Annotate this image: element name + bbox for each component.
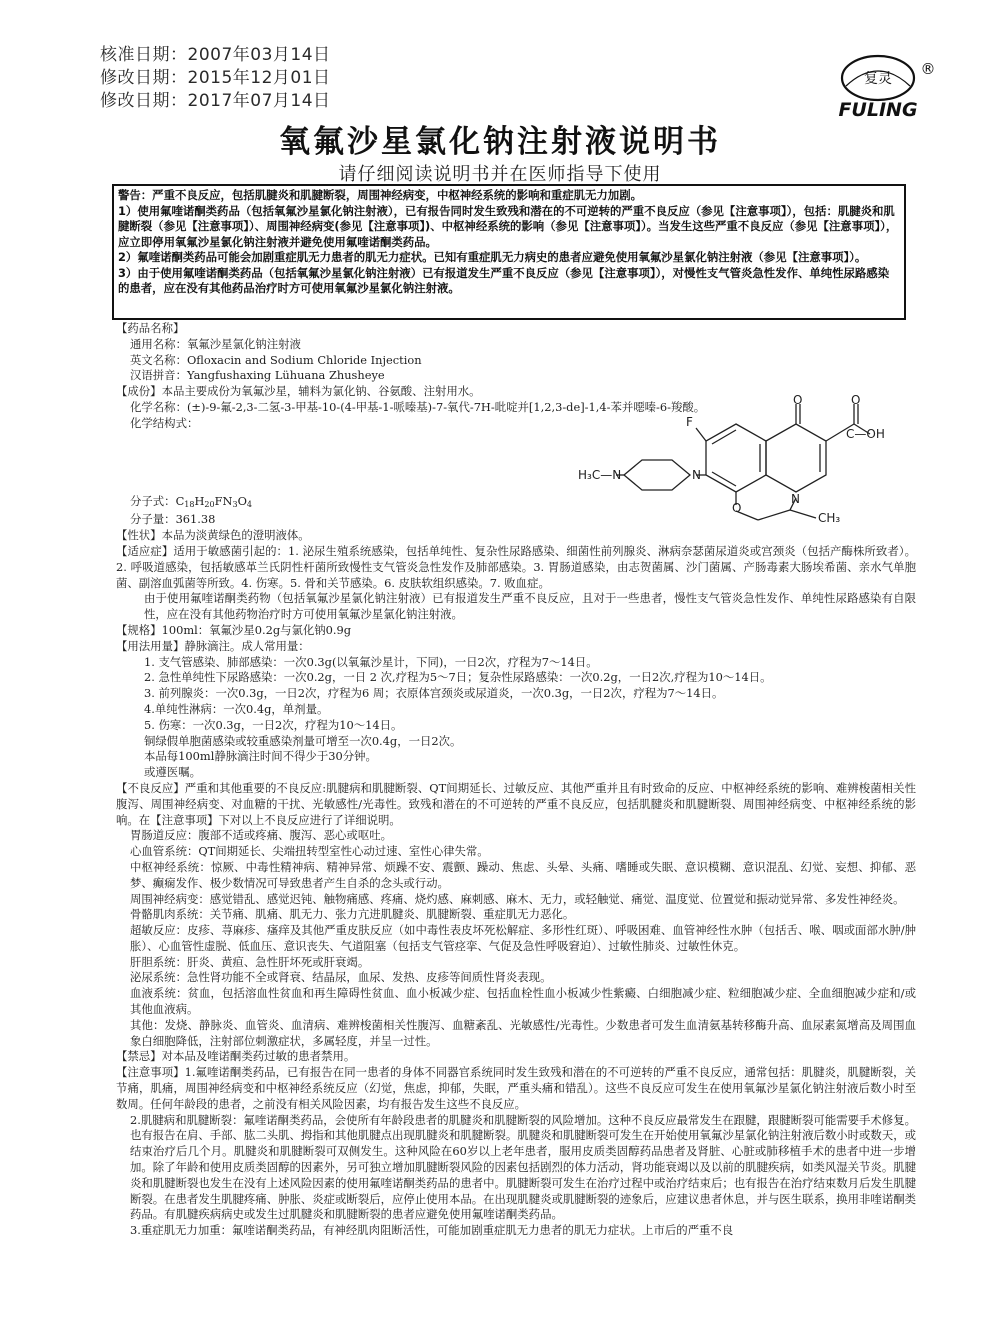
precaution-item: 3.重症肌无力加重：氟喹诺酮类药品，有神经肌肉阻断活性，可能加剧重症肌无力患者的肌无力症状。上市后的严重不良 xyxy=(130,1223,734,1238)
generic-name: 通用名称：氧氟沙星氯化钠注射液 xyxy=(130,336,301,351)
molecular-formula: 分子式：C18H20FN3O4 xyxy=(130,493,253,509)
adverse-system: 肝胆系统：肝炎、黄疸、急性肝坏死或肝衰竭。 xyxy=(130,954,370,969)
logo-chinese: 复灵 xyxy=(864,71,892,87)
structure-label: 化学结构式： xyxy=(130,415,199,430)
atom-acid-o: O xyxy=(851,392,861,407)
piperazine-ring xyxy=(624,460,690,490)
atom-ch3: CH₃ xyxy=(818,510,841,525)
section-properties-heading: 【性状】 xyxy=(116,528,162,543)
benzene-ring xyxy=(706,424,766,492)
adverse-system: 周围神经病变：感觉错乱、感觉迟钝、触物痛感、疼痛、烧灼感、麻刺感、麻木、无力，或轻触觉、痛觉、温度觉、位置觉和振动觉异常、多发性神经炎。 xyxy=(130,891,905,906)
adverse-system: 骨骼肌肉系统：关节痛、肌痛、肌无力、张力亢进肌腱炎、肌腱断裂、重症肌无力恶化。 xyxy=(130,907,575,922)
molecular-weight: 分子量：361.38 xyxy=(130,512,216,527)
precaution-item: 2.肌腱病和肌腱断裂：氟喹诺酮类药品，会使所有年龄段患者的肌腱炎和肌腱断裂的风险增加。这种不良反应最常发生在跟腱，跟腱断裂可能需要手术修复。也有报告在肩、手部、肱二头肌、拇指和其他肌腱点出现肌腱炎和肌腱断裂。肌腱炎和肌腱断裂可发生在开始使用氧氟沙星氯化钠注射液后数小时或数天，或结束治疗后几个月。肌腱炎和肌腱断裂可双侧发生。这种风险在60岁以上老年患者，服用皮质类固醇药品患者及肾脏、心脏或肺移植手术的患者中进一步增加。除了年龄和使用皮质类固醇的因素外，另可独立增加肌腱断裂风险的因素包括剧烈的体力活动，肾功能衰竭以及以前的肌腱疾病，如类风湿关节炎。肌腱炎和肌腱断裂也发生在没有上述风险因素的使用氟喹诺酮类药品的患者中。肌腱断裂可发生在治疗过程中或治疗结束后；也有报告在治疗结束数月后发生肌腱断裂。在患者发生肌腱疼痛、肿胀、炎症或断裂后，应停止使用本品。在出现肌腱炎或肌腱断裂的迹象后，应建议患者休息，并与医生联系，换用非喹诺酮类药品。有肌腱疾病病史或发生过肌腱炎和肌腱断裂的患者应避免使用氟喹诺酮类药品。 xyxy=(130,1112,916,1222)
contraindications-line: 【禁忌】对本品及喹诺酮类药过敏的患者禁用。 xyxy=(116,1049,356,1064)
dosage-item: 3. 前列腺炎：一次0.3g，一日2次，疗程为6 周；衣原体宫颈炎或尿道炎，一次0.3g，一日2次，疗程为7～14日。 xyxy=(144,686,724,701)
logo-brand: FULING xyxy=(838,99,918,121)
precaution-item: 1.氟喹诺酮类药品，已有报告在同一患者的身体不同器官系统同时发生致残和潜在的不可逆转的严重不良反应，通常包括：肌腱炎，肌腱断裂，关节痛，肌痛，周围神经病变和中枢神经系统反应（幻觉，焦虑，抑郁，失眠，严重头痛和错乱）。这些不良反应可发生在使用氧氟沙星氯化钠注射液后数小时至数周。任何年龄段的患者，之前没有相关风险因素，均有报告发生这些不良反应。 xyxy=(116,1065,916,1111)
atom-ring-n: N xyxy=(791,491,800,506)
precautions-block xyxy=(116,1065,916,1239)
specification-line: 【规格】100ml：氧氟沙星0.2g与氯化钠0.9g xyxy=(116,622,352,637)
dosage-item: 本品每100ml静脉滴注时间不得少于30分钟。 xyxy=(144,749,377,764)
indications-block xyxy=(116,544,916,623)
english-name: 英文名称：Ofloxacin and Sodium Chloride Injection xyxy=(130,352,422,367)
atom-methyl-n: H₃C—N xyxy=(578,467,622,482)
warning-heading: 警告：严重不良反应，包括肌腱炎和肌腱断裂，周围神经病变，中枢神经系统的影响和重症肌无力加剧。 xyxy=(118,188,642,202)
dosage-item: 2. 急性单纯性下尿路感染：一次0.2g，一日 2 次,疗程为5～7日；复杂性尿路感染：一次0.2g，一日2次,疗程为10～14日。 xyxy=(144,670,772,685)
adverse-system: 中枢神经系统：惊厥、中毒性精神病、精神异常、烦躁不安、震颤、躁动、焦虑、头晕、头痛、嗜睡或失眠、意识模糊、意识混乱、幻觉、妄想、抑郁、恶梦、癫痫发作、极少数情况可导致患者产生自杀的念头或行动。 xyxy=(130,859,916,890)
adverse-system: 超敏反应：皮疹、荨麻疹、瘙痒及其他严重皮肤反应（如中毒性表皮坏死松解症、多形性红斑）、呼吸困难、血管神经性水肿（包括舌、喉、咽或面部水肿/肿胀）、心血管性虚脱、低血压、意识丧失、气道阻塞（包括支气管痉挛、气促及急性呼吸窘迫）、过敏性肺炎、过敏性休克。 xyxy=(130,923,916,953)
section-precautions-heading: 【注意事项】 xyxy=(116,1065,185,1080)
leaflet-body xyxy=(116,321,916,1239)
atom-fluorine: F xyxy=(686,414,693,429)
dosage-line: 【用法用量】静脉滴注。成人常用量： xyxy=(116,638,310,653)
pyridone-ring xyxy=(766,424,826,492)
adverse-system: 心血管系统：QT间期延长、尖端扭转型室性心动过速、室性心律失常。 xyxy=(130,844,489,859)
document-subtitle: 请仔细阅读说明书并在医师指导下使用 xyxy=(338,164,662,185)
adverse-block xyxy=(116,781,916,1050)
section-drug-name-heading: 【药品名称】 xyxy=(116,321,185,335)
section-composition-heading: 【成份】 xyxy=(116,384,162,399)
dosage-item: 1. 支气管感染、肺部感染：一次0.3g(以氧氟沙星计，下同)，一日2次，疗程为7～14日。 xyxy=(144,654,598,669)
atom-ring-o: O xyxy=(732,500,742,515)
warning-item: 1）使用氟喹诺酮类药品（包括氧氟沙星氯化钠注射液），已有报告同时发生致残和潜在的不可逆转的严重不良反应（参见【注意事项】），包括：肌腱炎和肌腱断裂（参见【注意事项】）、周围神经病变(参见【注意事项】)、中枢神经系统的影响（参见【注意事项】）。当发生这些严重不良反应（参见【注意事项】），应立即停用氧氟沙星氯化钠注射液并避免使用氟喹诺酮类药品。 xyxy=(118,203,898,249)
section-specification-heading: 【规格】 xyxy=(116,622,162,637)
warning-item: 2）氟喹诺酮类药品可能会加剧重症肌无力患者的肌无力症状。已知有重症肌无力病史的患者应避免使用氧氟沙星氯化钠注射液（参见【注意事项】）。 xyxy=(118,250,867,264)
pinyin-name: 汉语拼音：Yangfushaxing Lühuana Zhusheye xyxy=(130,368,385,383)
indications-text: 适用于敏感菌引起的：1. 泌尿生殖系统感染，包括单纯性、复杂性尿路感染、细菌性前列腺炎、淋病奈瑟菌尿道炎或宫颈炎（包括产酶株所致者）。2. 呼吸道感染，包括敏感革兰氏阴性杆菌所致慢性支气管炎急性发作及肺部感染。3. 胃肠道感染，由志贺菌属、沙门菌属、产肠毒素大肠埃希菌、亲水气单胞菌、副溶血弧菌等所致。4. 伤寒。5. 骨和关节感染。6. 皮肤软组织感染。7. 败血症。 xyxy=(116,543,916,590)
section-adverse-heading: 【不良反应】 xyxy=(116,780,185,795)
boxed-warning xyxy=(112,184,906,320)
fuling-logo xyxy=(836,52,936,124)
adverse-system: 血液系统：贫血，包括溶血性贫血和再生障碍性贫血、血小板减少症、包括血栓性血小板减少性紫癜、白细胞减少症、粒细胞减少症、全血细胞减少症和/或其他血液病。 xyxy=(130,986,916,1017)
atom-piperazine-n: N xyxy=(692,467,701,482)
properties-line: 【性状】本品为淡黄绿色的澄明液体。 xyxy=(116,528,310,543)
chemical-name: 化学名称：(±)-9-氟-2,3-二氢-3-甲基-10-(4-甲基-1-哌嗪基)-7-氧代-7H-吡啶并[1,2,3-de]-1,4-苯并噁嗪-6-羧酸。 xyxy=(130,399,706,414)
atom-ketone-o: O xyxy=(793,392,803,407)
approval-dates xyxy=(100,44,331,113)
chemical-structure xyxy=(536,392,896,525)
adverse-system: 其他：发烧、静脉炎、血管炎、血清病、难辨梭菌相关性腹泻、血糖紊乱、光敏感性/光毒性。少数患者可发生血清氨基转移酶升高、血尿素氮增高及周围血象白细胞降低，注射部位刺激症状，多属轻度，并呈一过性。 xyxy=(130,1017,916,1048)
adverse-system: 泌尿系统：急性肾功能不全或肾衰、结晶尿，血尿、发热、皮疹等间质性肾炎表现。 xyxy=(130,970,552,985)
dosage-item: 或遵医嘱。 xyxy=(144,765,201,780)
section-indications-heading: 【适应症】 xyxy=(116,543,174,558)
document-title: 氧氟沙星氯化钠注射液说明书 xyxy=(279,124,721,160)
section-contraindications-heading: 【禁忌】 xyxy=(116,1049,162,1064)
section-dosage-heading: 【用法用量】 xyxy=(116,638,185,653)
registered-mark: ® xyxy=(920,60,936,78)
dosage-item: 4.单纯性淋病：一次0.4g，单剂量。 xyxy=(144,701,329,716)
adverse-system: 胃肠道反应：腹部不适或疼痛、腹泻、恶心或呕吐。 xyxy=(130,828,392,843)
date-row: 修改日期：2017年07月14日 xyxy=(100,91,331,111)
dosage-item: 铜绿假单胞菌感染或较重感染剂量可增至一次0.4g，一日2次。 xyxy=(144,733,462,748)
date-row: 修改日期：2015年12月01日 xyxy=(100,68,331,88)
indications-note: 由于使用氟喹诺酮类药物（包括氧氟沙星氯化钠注射液）已有报道发生严重不良反应，且对于一些患者，慢性支气管炎急性发作、单纯性尿路感染有自限性，应在没有其他药物治疗时方可使用氧氟沙星氯化钠注射液。 xyxy=(144,591,916,622)
composition-text: 本品主要成份为氧氟沙星，辅料为氯化钠、谷氨酸、注射用水。 xyxy=(161,384,481,399)
atom-acid: C—OH xyxy=(846,426,885,441)
date-row: 核准日期：2007年03月14日 xyxy=(100,45,331,65)
adverse-intro: 严重和其他重要的不良反应:肌腱病和肌腱断裂、QT间期延长、过敏反应、其他严重并且有时致命的反应、中枢神经系统的影响、难辨梭菌相关性腹泻、周围神经病变、对血糖的干扰、光敏感性/光毒性。致残和潜在的不可逆转的严重不良反应，包括肌腱炎和肌腱断裂、周围神经病变、中枢神经系统的影响。在【注意事项】下对以上不良反应进行了详细说明。 xyxy=(116,780,916,827)
warning-item: 3）由于使用氟喹诺酮类药品（包括氧氟沙星氯化钠注射液）已有报道发生严重不良反应（参见【注意事项】），对慢性支气管炎急性发作、单纯性尿路感染的患者，应在没有其他药品治疗时方可使用氧氟沙星氯化钠注射液。 xyxy=(118,265,890,295)
dosage-item: 5. 伤寒：一次0.3g，一日2次，疗程为10～14日。 xyxy=(144,717,403,732)
